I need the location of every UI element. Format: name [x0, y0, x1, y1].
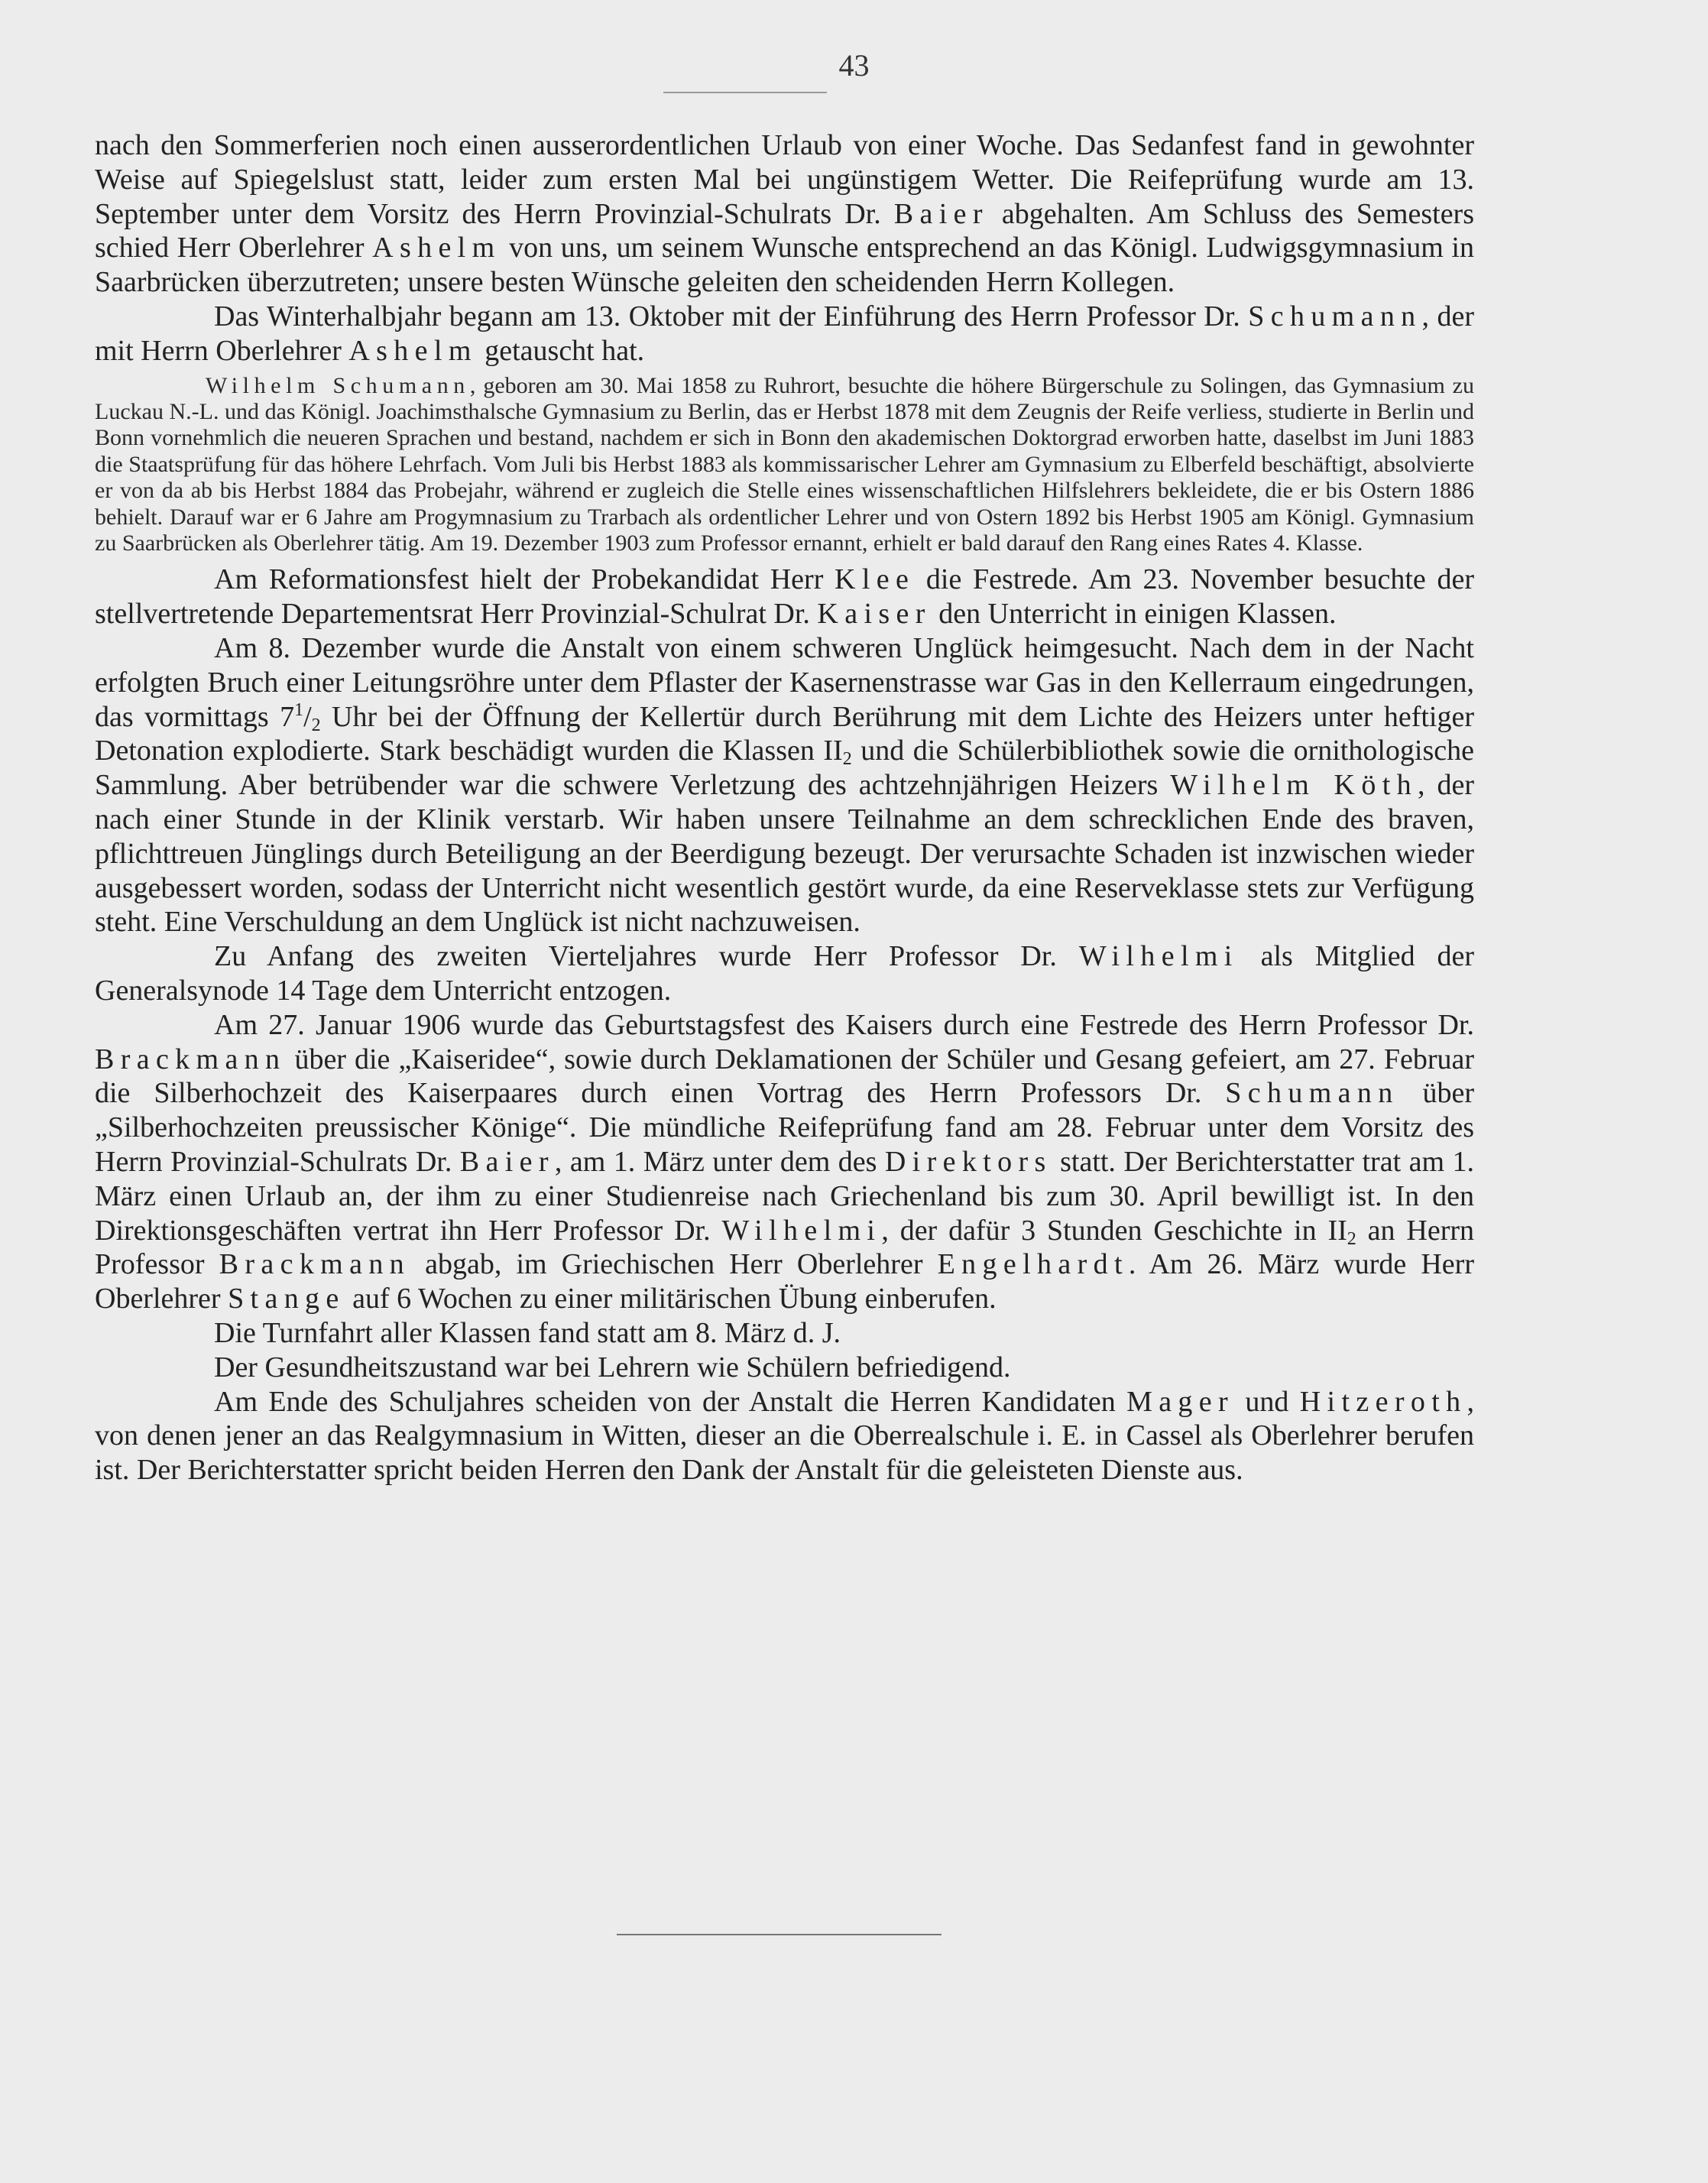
- spaced-name: Engelhardt: [937, 1248, 1129, 1281]
- paragraph-2: Das Winterhalbjahr begann am 13. Oktober mit der Einführung des Herrn Professor Dr. Schumann, der mit Herrn Oberlehrer Ashelm getauscht hat.: [95, 300, 1474, 367]
- paragraph-3: Am Reformationsfest hielt der Probekandidat Herr Klee die Festrede. Am 23. November besuchte der stellvertretende Departementsrat Herr Provinzial-Schulrat Dr. Kaiser den Unterricht in einigen Klassen.: [95, 563, 1474, 631]
- paragraph-9: Am Ende des Schuljahres scheiden von der Anstalt die Herren Kandidaten Mager und Hitzeroth, von denen jener an das Realgymnasium in Witten, dieser an die Oberrealschule i. E. in Cassel als Oberlehrer berufen ist. Der Berichterstatter spricht beiden Herren den Dank der Anstalt für die geleisteten Dienste aus.: [95, 1385, 1474, 1487]
- spaced-name: Wilhelm Schumann: [206, 372, 470, 398]
- spaced-name: Brackmann: [95, 1043, 287, 1075]
- spaced-name: Wilhelmi: [1078, 940, 1239, 973]
- fraction: $7^1/_2$: [280, 699, 321, 735]
- header-rule: [663, 92, 827, 93]
- spaced-name: Schumann: [1248, 300, 1422, 332]
- spaced-name: Direktors: [884, 1145, 1052, 1178]
- spaced-name: Ashelm: [372, 232, 501, 264]
- spaced-name: Mager: [1126, 1385, 1235, 1418]
- paragraph-6: Am 27. Januar 1906 wurde das Geburtstagsfest des Kaisers durch eine Festrede des Herrn Professor Dr. Brackmann über die „Kaiseridee“, sowie durch Deklamationen der Schüler und Gesang gefeiert, am 27. Februar die Silberhochzeit des Kaiserpaares durch einen Vortrag des Herrn Professors Dr. Schumann über „Silberhochzeiten preussischer Könige“. Die mündliche Reifeprüfung fand am 28. Februar unter dem Vorsitz des Herrn Provinzial-Schulrats Dr. Baier, am 1. März unter dem des Direktors statt. Der Berichterstatter trat am 1. März einen Urlaub an, der ihm zu einer Studienreise nach Griechenland bis zum 30. April bewilligt ist. In den Direktionsgeschäften vertrat ihn Herr Professor Dr. Wilhelmi, der dafür 3 Stunden Geschichte in $II_2$ an Herrn Professor Brackmann abgab, im Griechischen Herr Oberlehrer Engelhardt. Am 26. März wurde Herr Oberlehrer Stange auf 6 Wochen zu einer militärischen Übung einberufen.: [95, 1008, 1475, 1315]
- spaced-name: Wilhelm Köth: [1170, 769, 1418, 802]
- spaced-name: Baier: [459, 1145, 555, 1178]
- spaced-name: Baier: [893, 197, 989, 230]
- page-number: 43: [838, 48, 870, 83]
- spaced-name: Stange: [228, 1283, 345, 1315]
- paragraph-8: Der Gesundheitszustand war bei Lehrern wie Schülern befriedigend.: [214, 1351, 1011, 1383]
- paragraph-5: Zu Anfang des zweiten Vierteljahres wurde Herr Professor Dr. Wilhelmi als Mitglied der Generalsynode 14 Tage dem Unterricht entzogen.: [95, 940, 1474, 1007]
- spaced-name: Hitzeroth: [1299, 1385, 1467, 1418]
- spaced-name: Wilhelmi: [721, 1214, 882, 1247]
- body-text: [95, 128, 1474, 1487]
- spaced-name: Kaiser: [817, 598, 932, 631]
- paragraph-7: Die Turnfahrt aller Klassen fand statt am 8. März d. J.: [214, 1316, 841, 1349]
- footer-rule: [617, 1934, 942, 1935]
- paragraph-4: Am 8. Dezember wurde die Anstalt von einem schweren Unglück heimgesucht. Nach dem in der Nacht erfolgten Bruch einer Leitungsröhre unter dem Pflaster der Kasernenstrasse war Gas in den Kellerraum eingedrungen, das vormittags $7^1/_2$ Uhr bei der Öffnung der Kellertür durch Berührung mit dem Lichte des Heizers unter heftiger Detonation explodierte. Stark beschädigt wurden die Klassen $II_2$ und die Schülerbibliothek sowie die ornithologische Sammlung. Aber betrübender war die schwere Verletzung des achtzehnjährigen Heizers Wilhelm Köth, der nach einer Stunde in der Klinik verstarb. Wir haben unsere Teilnahme an dem schrecklichen Ende des braven, pflichttreuen Jünglings durch Beteiligung an der Beerdigung bezeugt. Der verursachte Schaden ist inzwischen wieder ausgebessert worden, sodass der Unterricht nicht wesentlich gestört wurde, da eine Reserveklasse stets zur Verfügung steht. Eine Verschuldung an dem Unglück ist nicht nachzuweisen.: [95, 632, 1474, 939]
- paragraph-1: nach den Sommerferien noch einen ausserordentlichen Urlaub von einer Woche. Das Sedanfest fand in gewohnter Weise auf Spiegelslust statt, leider zum ersten Mal bei ungünstigem Wetter. Die Reifeprüfung wurde am 13. September unter dem Vorsitz des Herrn Provinzial-Schulrats Dr. Baier abgehalten. Am Schluss des Semesters schied Herr Oberlehrer Ashelm von uns, um seinem Wunsche entsprechend an das Königl. Ludwigsgymnasium in Saarbrücken überzutreten; unsere besten Wünsche geleiten den scheidenden Herrn Kollegen.: [95, 129, 1475, 299]
- spaced-name: Ashelm: [348, 334, 478, 367]
- spaced-name: Klee: [835, 563, 916, 596]
- spaced-name: Brackmann: [219, 1248, 411, 1281]
- footnote-biography: Wilhelm Schumann, geboren am 30. Mai 1858 zu Ruhrort, besuchte die höhere Bürgerschule zu Solingen, das Gymnasium zu Luckau N.-L. und das Königl. Joachimsthalsche Gymnasium zu Berlin, das er Herbst 1878 mit dem Zeugnis der Reife verliess, studierte in Berlin und Bonn vornehmlich die neueren Sprachen und bestand, nachdem er sich in Bonn den akademischen Doktorgrad erworben hatte, daselbst im Juni 1883 die Staatsprüfung für das höhere Lehrfach. Vom Juli bis Herbst 1883 als kommissarischer Lehrer am Gymnasium zu Elberfeld beschäftigt, absolvierte er von da ab bis Herbst 1884 das Probejahr, während er zugleich die Stelle eines wissenschaftlichen Hilfslehrers bekleidete, die er bis Ostern 1886 behielt. Darauf war er 6 Jahre am Progymnasium zu Trarbach als ordentlicher Lehrer und von Ostern 1892 bis Herbst 1905 am Königl. Gymnasium zu Saarbrücken als Oberlehrer tätig. Am 19. Dezember 1903 zum Professor ernannt, erhielt er bald darauf den Rang eines Rates 4. Klasse.: [95, 372, 1474, 556]
- spaced-name: Schumann: [1225, 1077, 1399, 1110]
